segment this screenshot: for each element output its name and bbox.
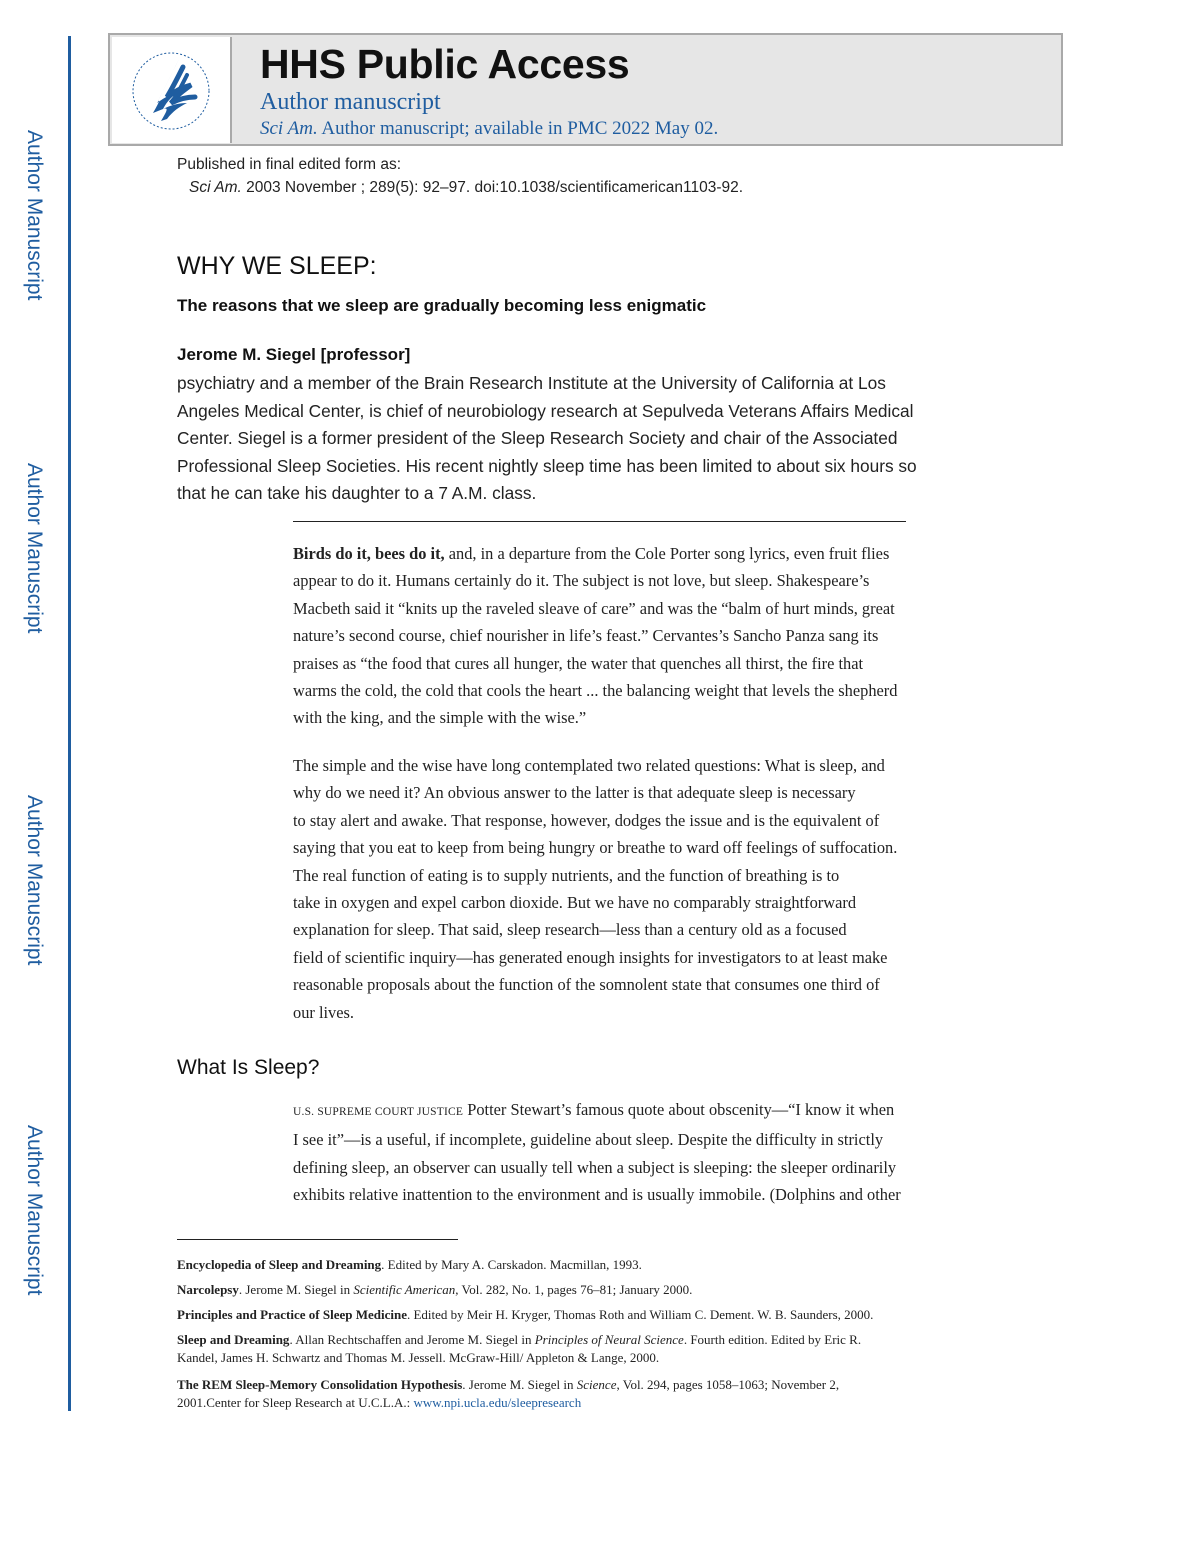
small-caps-lead: U.S. SUPREME COURT JUSTICE [293, 1106, 464, 1118]
text-line: reasonable proposals about the function of the somnolent state that consumes one third of [293, 975, 880, 995]
footnote: Encyclopedia of Sleep and Dreaming. Edited by Mary A. Carskadon. Macmillan, 1993. [177, 1257, 642, 1272]
author-manuscript-label: Author manuscript [260, 89, 441, 115]
bio-line: psychiatry and a member of the Brain Research Institute at the University of California at Los [177, 373, 886, 393]
paragraph-what-is-sleep [293, 1096, 1028, 1209]
text-line: explanation for sleep. That said, sleep research—less than a century old as a focused [293, 920, 847, 940]
availability-text: Author manuscript; available in PMC 2022 May 02. [321, 118, 719, 139]
lead-in: Birds do it, bees do it, [293, 544, 445, 563]
sleep-research-link[interactable]: www.npi.ucla.edu/sleepresearch [413, 1395, 582, 1410]
bio-line: Angeles Medical Center, is chief of neurobiology research at Sepulveda Veterans Affairs Medical [177, 400, 914, 421]
hhs-logo [112, 37, 232, 143]
published-as-label: Published in final edited form as: [177, 156, 402, 173]
text-line: saying that you eat to keep from being hungry or breathe to ward off feelings of suffocation. [293, 838, 898, 858]
text-line: our lives. [293, 1002, 355, 1022]
text-line: Birds do it, bees do it, and, in a departure from the Cole Porter song lyrics, even fruit flies [293, 544, 890, 563]
text-line: The simple and the wise have long contemplated two related questions: What is sleep, and [293, 756, 885, 775]
text-line: field of scientific inquiry—has generated enough insights for investigators to at least make [293, 947, 888, 967]
text-line: Macbeth said it “knits up the raveled sleave of care” and was the “balm of hurt minds, great [293, 598, 895, 618]
footnote: Sleep and Dreaming. Allan Rechtschaffen and Jerome M. Siegel in Principles of Neural Science. Fourth edition. Edited by Eric R. Kandel, James H. Schwartz and Thomas M. Jessell. McGraw-Hill/ Appleton & Lange, 2000. [177, 1332, 862, 1365]
bio-line: Professional Sleep Societies. His recent nightly sleep time has been limited to about six hours so [177, 455, 917, 476]
paragraph-intro [293, 540, 1028, 732]
article-title: WHY WE SLEEP: [177, 252, 377, 280]
separator-rule [293, 521, 906, 522]
section-heading: What Is Sleep? [177, 1056, 320, 1079]
text-line: why do we need it? An obvious answer to the latter is that adequate sleep is necessary [293, 783, 856, 803]
text-line: take in oxygen and expel carbon dioxide. But we have no comparably straightforward [293, 893, 857, 913]
author-name: Jerome M. Siegel [professor] [177, 345, 411, 364]
journal-name: Sci Am. [260, 118, 318, 139]
citation-journal: Sci Am. [189, 179, 242, 196]
hhs-header [108, 33, 1063, 146]
footnote: Narcolepsy. Jerome M. Siegel in Scientific American, Vol. 282, No. 1, pages 76–81; January 2000. [177, 1282, 693, 1297]
text-line: nature’s second course, chief nourisher in life’s feast.” Cervantes’s Sancho Panza sang its [293, 626, 879, 646]
footnote: Principles and Practice of Sleep Medicine. Edited by Meir H. Kryger, Thomas Roth and William C. Dement. W. B. Saunders, 2000. [177, 1307, 874, 1322]
bio-line: Center. Siegel is a former president of the Sleep Research Society and chair of the Associated [177, 428, 898, 449]
availability-line [260, 118, 718, 140]
citation-details: 2003 November ; 289(5): 92–97. doi:10.1038/scientificamerican1103-92. [246, 179, 744, 196]
sidebar-rule [68, 36, 71, 1411]
text-line: defining sleep, an observer can usually tell when a subject is sleeping: the sleeper ordinarily [293, 1157, 897, 1177]
hhs-eagle-icon [127, 47, 215, 135]
text-line: The real function of eating is to supply nutrients, and the function of breathing is to [293, 865, 840, 885]
text-line: with the king, and the simple with the wise.” [293, 708, 587, 728]
text-line: praises as “the food that cures all hunger, the water that quenches all thirst, the fire that [293, 653, 864, 673]
paragraph-questions [293, 752, 1028, 1026]
footnote-rule [177, 1239, 458, 1240]
bio-line: that he can take his daughter to a 7 A.M. class. [177, 483, 537, 504]
text-line: to stay alert and awake. That response, however, dodges the issue and is the equivalent of [293, 810, 880, 830]
hhs-public-access-title: HHS Public Access [260, 41, 630, 87]
text-line: I see it”—is a useful, if incomplete, guideline about sleep. Despite the difficulty in strictly [293, 1130, 884, 1150]
text-line: warms the cold, the cold that cools the heart ... the balancing weight that levels the shepherd [293, 681, 898, 701]
text-line: U.S. SUPREME COURT JUSTICE Potter Stewart’s famous quote about obscenity—“I know it when [293, 1100, 895, 1119]
text-line: exhibits relative inattention to the environment and is usually immobile. (Dolphins and other [293, 1185, 901, 1205]
text-line: appear to do it. Humans certainly do it. The subject is not love, but sleep. Shakespeare’s [293, 571, 870, 591]
author-bio [177, 370, 1057, 508]
citation-line [189, 179, 743, 197]
footnote: The REM Sleep-Memory Consolidation Hypothesis. Jerome M. Siegel in Science, Vol. 294, pages 1058–1063; November 2, 2001.Center for Sleep Research at U.C.L.A.: www.npi.ucla.edu/sleepresearch [177, 1377, 840, 1410]
article-subtitle: The reasons that we sleep are gradually becoming less enigmatic [177, 296, 707, 315]
